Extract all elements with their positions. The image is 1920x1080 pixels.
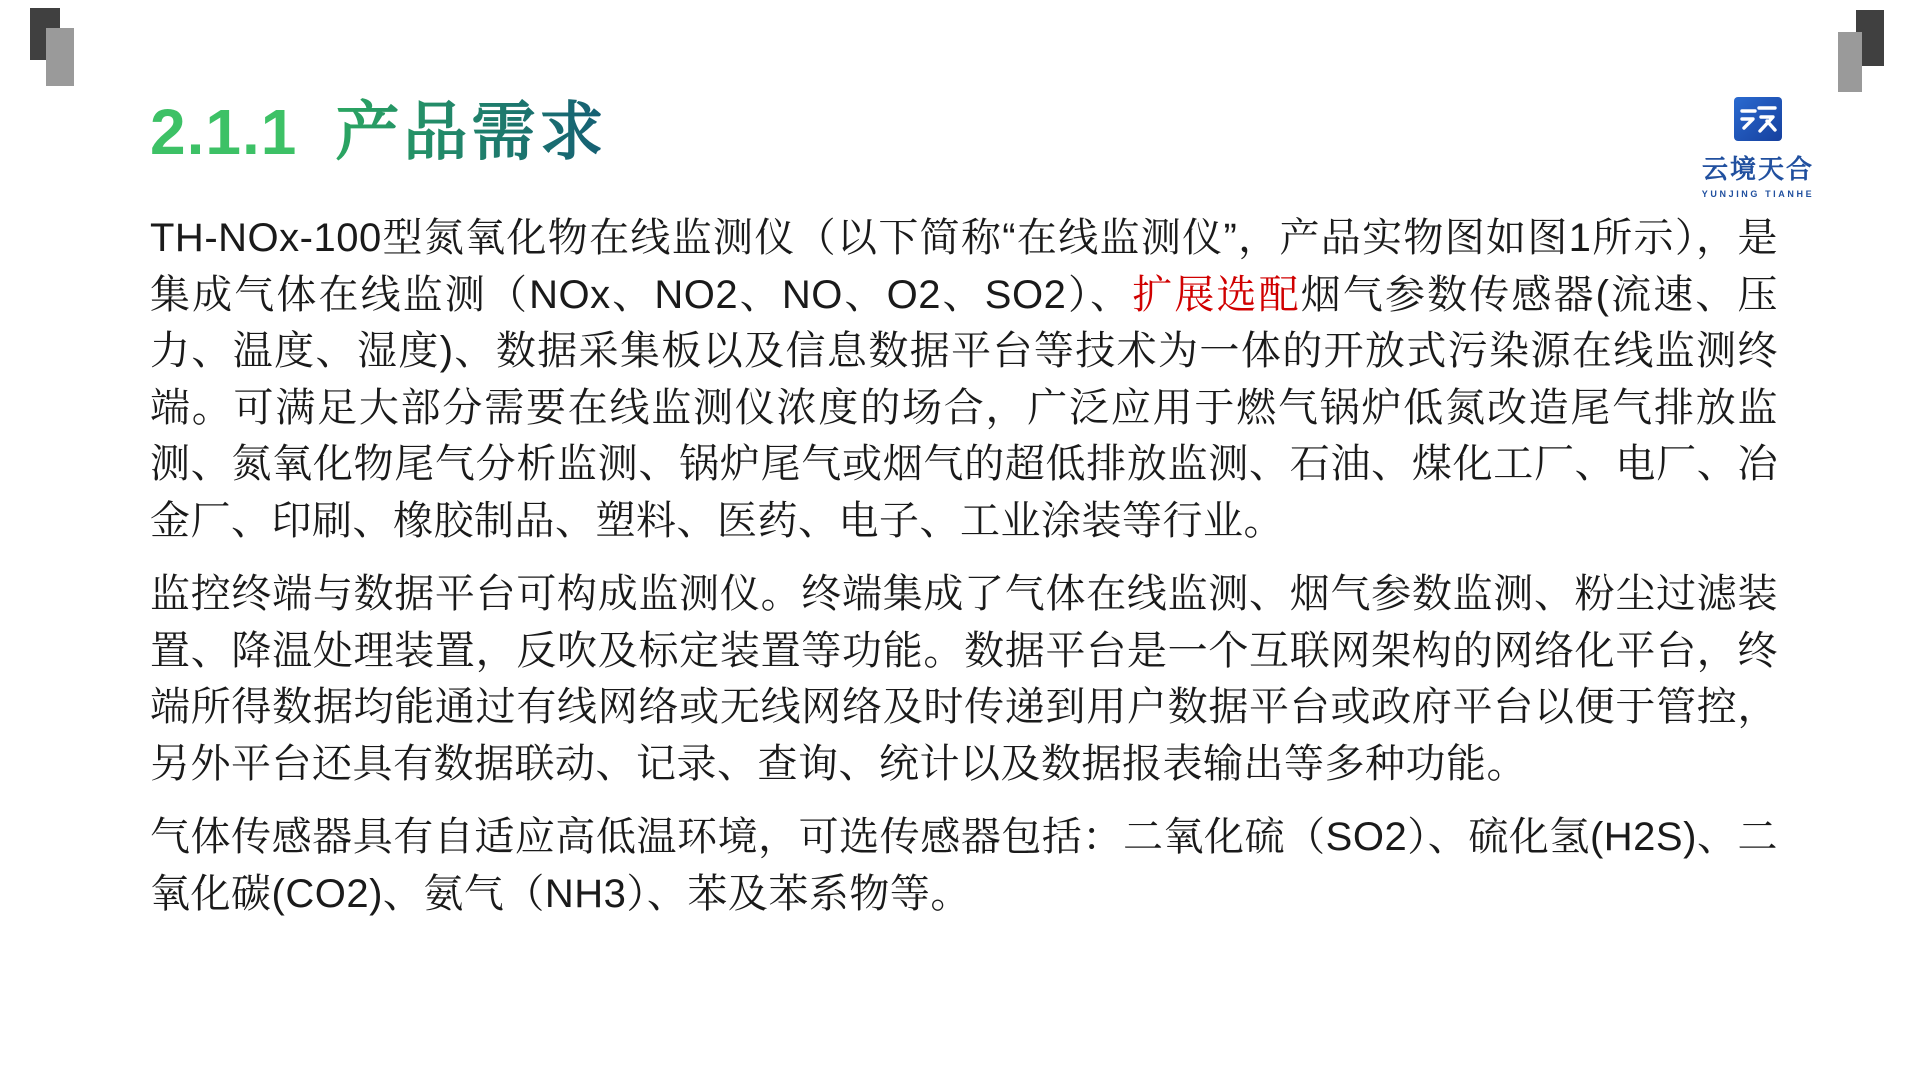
paragraph-product-overview xyxy=(150,210,1778,549)
paragraph-platform-functions: 监控终端与数据平台可构成监测仪。终端集成了气体在线监测、烟气参数监测、粉尘过滤装置、降温处理装置，反吹及标定装置等功能。数据平台是一个互联网架构的网络化平台，终端所得数据均能通过有线网络或无线网络及时传递到用户数据平台或政府平台以便于管控，另外平台还具有数据联动、记录、查询、统计以及数据报表输出等多种功能。 xyxy=(150,572,1778,786)
paragraph1-text-before: TH-NOx-100型氮氧化物在线监测仪（以下简称“在线监测仪”，产品实物图如图1所示），是集成气体在线监测（NOx、NO2、NO、O2、SO2）、 xyxy=(150,216,1778,317)
paragraph-gas-sensors: 气体传感器具有自适应高低温环境，可选传感器包括：二氧化硫（SO2）、硫化氢(H2S)、二氧化碳(CO2)、氨气（NH3）、苯及苯系物等。 xyxy=(150,815,1778,916)
corner-decoration-top-right-gray xyxy=(1838,32,1862,92)
paragraph1-highlight-text: 扩展选配 xyxy=(1132,272,1301,317)
section-title: 产品需求 xyxy=(335,96,608,168)
slide-content xyxy=(150,96,1778,939)
section-heading xyxy=(150,96,1778,168)
section-number: 2.1.1 xyxy=(150,96,298,168)
paragraph1-text-after: 烟气参数传感器(流速、压力、温度、湿度)、数据采集板以及信息数据平台等技术为一体的开放式污染源在线监测终端。可满足大部分需要在线监测仪浓度的场合，广泛应用于燃气锅炉低氮改造尾气排放监测、氮氧化物尾气分析监测、锅炉尾气或烟气的超低排放监测、石油、煤化工厂、电厂、冶金厂、印刷、橡胶制品、塑料、医药、电子、工业涂装等行业。 xyxy=(150,272,1779,543)
logo-tagline: YUNJING TIANHE xyxy=(1701,189,1815,199)
logo-company-name: 云境天合 xyxy=(1701,154,1814,184)
corner-decoration-top-left-gray xyxy=(46,28,74,86)
